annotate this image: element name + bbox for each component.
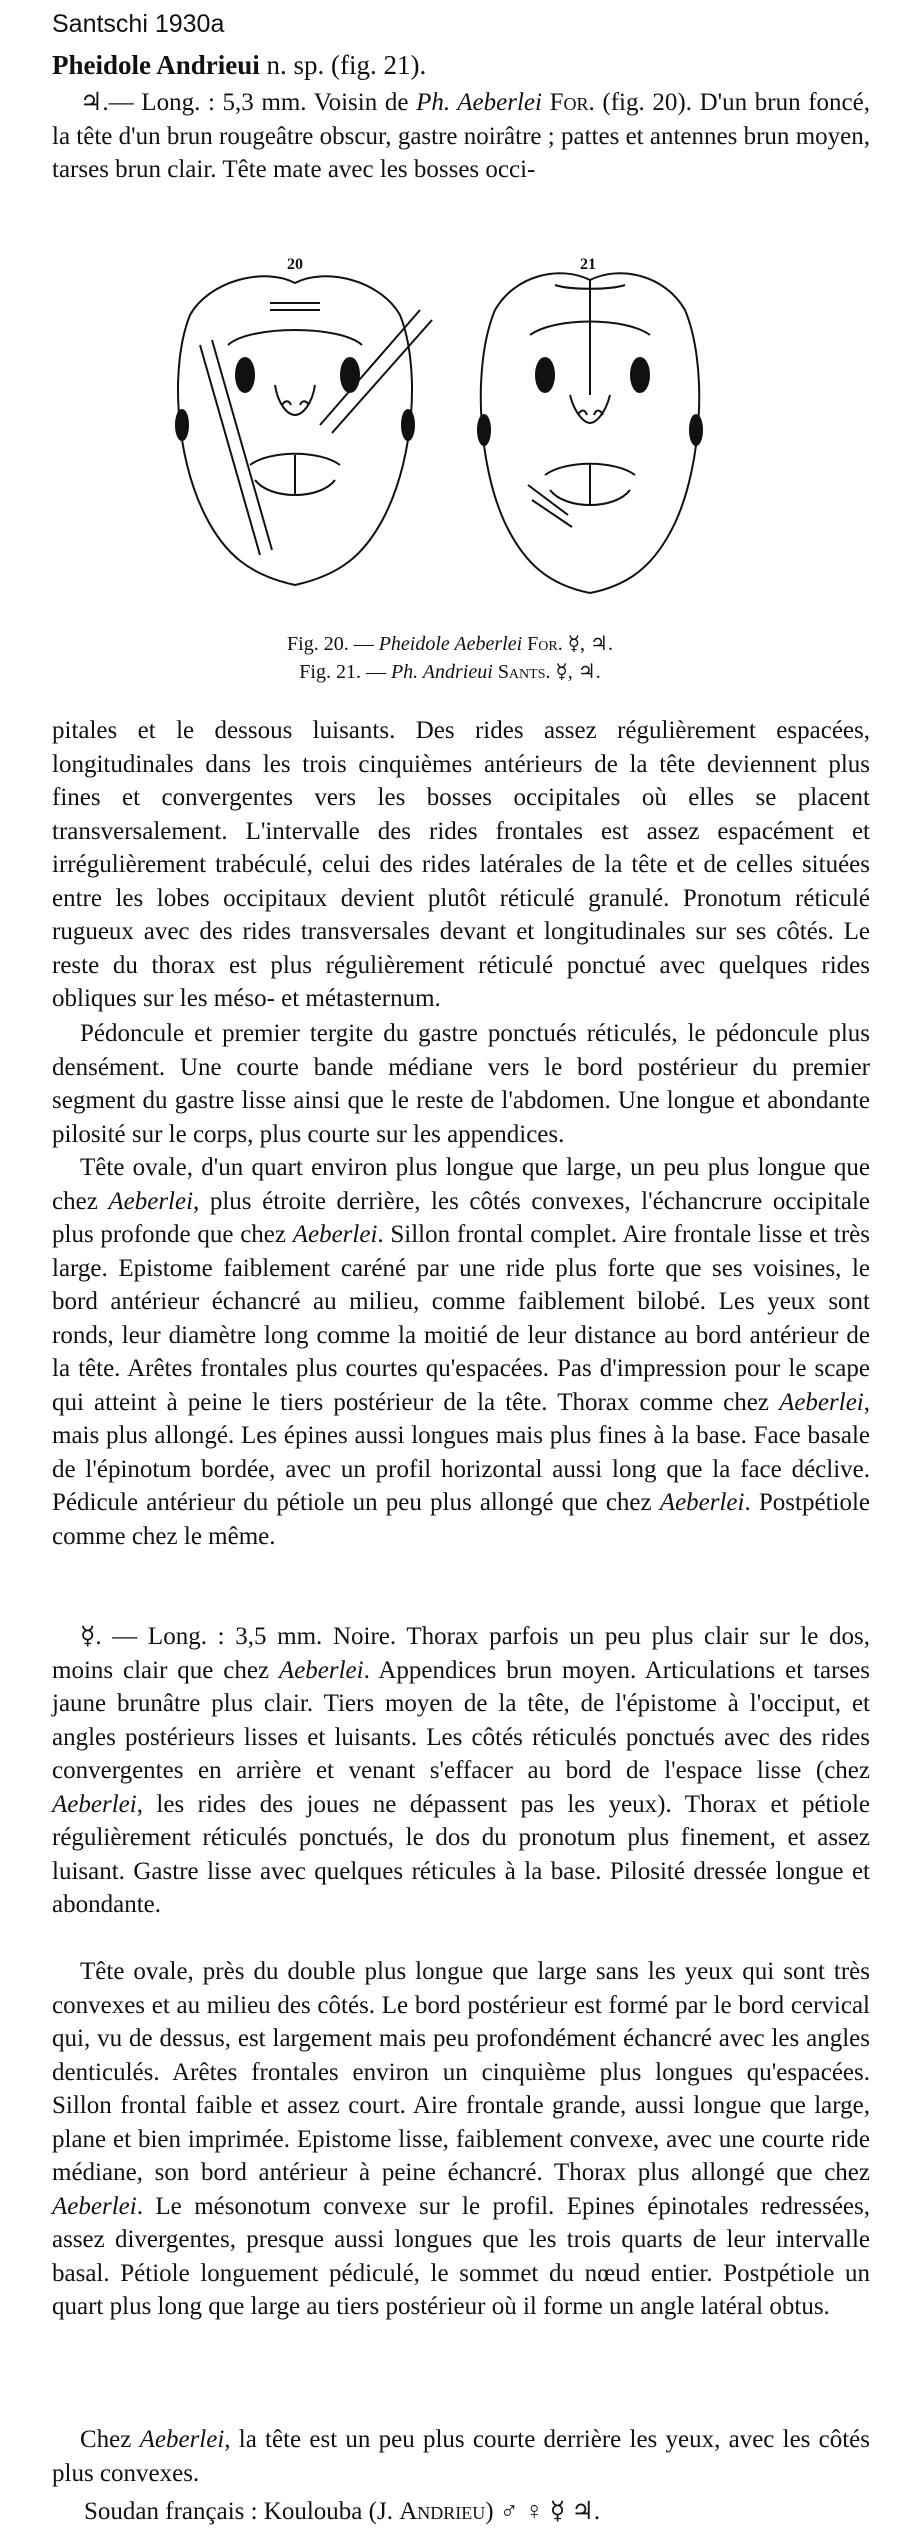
species-heading-rest: n. sp. (fig. 21). <box>266 50 427 80</box>
species-heading <box>52 48 426 82</box>
figure-21-number: 21 <box>580 256 596 273</box>
figure-20-head <box>176 256 432 585</box>
paragraph-pedicel: Pédoncule et premier tergite du gastre ponctués réticulés, le pédoncule plus densément. Une courte bande médiane vers le bord postérieur du premier segment du gastre lisse ainsi que le reste de l'abdomen. Une longue et abondante pilosité sur le corps, plus courte sur les appendices. <box>52 1020 870 1148</box>
paragraph-head-shape: Tête ovale, d'un quart environ plus longue que large, un peu plus longue que chez Aeberlei, plus étroite derrière, les côtés convexes, l'échancrure occipitale plus profonde que chez Aeberlei. Sillon frontal complet. Aire frontale lisse et très large. Epistome faiblement caréné par une ride plus forte que ses voisines, le bord antérieur échancré au milieu, comme faiblement bilobé. Les yeux sont ronds, leur diamètre long comme la moitié de leur distance au bord antérieur de la tête. Arêtes frontales plus courtes qu'espacées. Pas d'impression pour le scape qui atteint à peine le tiers postérieur de la tête. Thorax comme chez Aeberlei, mais plus allongé. Les épines aussi longues mais plus fines à la base. Face basale de l'épinotum bordée, avec un profil horizontal aussi long que la face déclive. Pédicule antérieur du pétiole un peu plus allongé que chez Aeberlei. Postpétiole comme chez le même. <box>52 1154 871 1550</box>
figure-caption-20: Fig. 20. — Pheidole Aeberlei For. ☿, ♃. <box>287 633 613 655</box>
source-label: Santschi 1930a <box>52 10 225 38</box>
paragraph-worker-head: Tête ovale, près du double plus longue que large sans les yeux qui sont très convexes et au milieu des côtés. Le bord postérieur est formé par le bord cervical qui, vu de dessus, est largement mais peu profondément échancré avec les angles denticulés. Arêtes frontales environ un cinquième plus longues qu'espacées. Sillon frontal faible et assez court. Aire frontale grande, aussi longue que large, plane et bien imprimée. Epistome lisse, faiblement convexe, avec une courte ride médiane, son bord antérieur à peine échancré. Thorax plus allongé que chez Aeberlei. Le mésonotum convexe sur le profil. Epines épinotales redressées, assez divergentes, presque aussi longues que les trois quarts de leur intervalle basal. Pétiole longuement pédiculé, le sommet du nœud entier. Postpétiole un quart plus long que large au tiers postérieur où il forme un angle latéral obtus. <box>52 1958 870 2320</box>
locality-line: Soudan français : Koulouba (J. Andrieu) ♂ ♀ ☿ ♃. <box>84 2498 601 2525</box>
paragraph-sculpture: pitales et le dessous luisants. Des rides assez régulièrement espacées, longitudinales dans les trois cinquièmes antérieurs de la tête deviennent plus fines et convergentes vers les bosses occipitales où elles se placent transversalement. L'intervalle des rides frontales est assez espacément et irrégulièrement trabéculé, celui des rides latérales de la tête et de celles situées entre les lobes occipitaux devient plutôt réticulé granulé. Pronotum réticulé rugueux avec des rides transversales devant et longitudinales sur ses côtés. Le reste du thorax est plus régulièrement réticulé ponctué avec quelques rides obliques sur les méso- et métasternum. <box>52 717 870 1012</box>
figure-20-number: 20 <box>287 256 303 273</box>
figure-21-head <box>478 256 702 593</box>
paragraph-comparison: Chez Aeberlei, la tête est un peu plus courte derrière les yeux, avec les côtés plus convexes. <box>52 2426 870 2487</box>
paragraph-major-description: ♃.— Long. : 5,3 mm. Voisin de Ph. Aeberlei For. (fig. 20). D'un brun foncé, la tête d'un brun rougeâtre obscur, gastre noirâtre ; pattes et antennes brun moyen, tarses brun clair. Tête mate avec les bosses occi- <box>52 89 871 183</box>
species-name: Pheidole Andrieui <box>52 50 260 80</box>
paragraph-worker-description: ☿. — Long. : 3,5 mm. Noire. Thorax parfois un peu plus clair sur le dos, moins clair que chez Aeberlei. Appendices brun moyen. Articulations et tarses jaune brunâtre plus clair. Tiers moyen de la tête, de l'épistome à l'occiput, et angles postérieurs lisses et luisants. Les côtés réticulés ponctués avec des rides convergentes en arrière et venant s'effacer au bord de l'espace lisse (chez Aeberlei, les rides des joues ne dépassent pas les yeux). Thorax et pétiole régulièrement réticulés ponctués, le dos du pronotum plus finement, et assez luisant. Gastre lisse avec quelques réticules à la base. Pilosité dressée longue et abondante. <box>52 1623 870 1918</box>
figure-caption-21: Fig. 21. — Ph. Andrieui Sants. ☿, ♃. <box>299 661 601 683</box>
caste-symbol-worker: ☿ <box>80 1623 96 1650</box>
figure-ant-heads <box>170 255 730 625</box>
caste-symbol-major: ♃ <box>80 89 103 116</box>
